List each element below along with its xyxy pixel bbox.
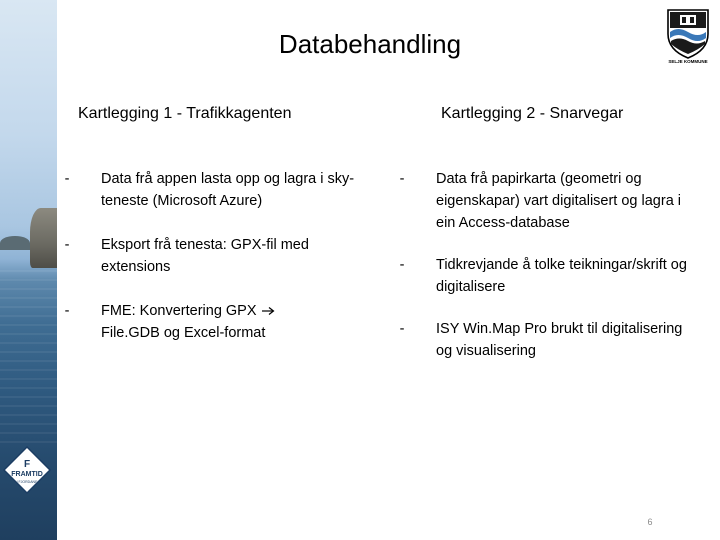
- bullet-text-continued: File.GDB og Excel-format: [101, 325, 266, 341]
- right-bullet-list: [395, 168, 695, 362]
- municipality-coat-of-arms: [662, 6, 714, 64]
- right-column-heading: Kartlegging 2 - Snarvegar: [441, 105, 624, 122]
- framtid-logo: [2, 445, 52, 495]
- side-photo-strip: [0, 0, 57, 540]
- rock-formation: [30, 208, 57, 268]
- bullet-dash: -: [64, 237, 70, 253]
- list-item: [60, 234, 360, 278]
- bullet-text: Data frå papirkarta (geometri og eigenskapar) vart digitalisert og lagra i ein Access-database: [436, 171, 682, 231]
- list-item: [60, 300, 360, 344]
- svg-text:I FJORDANE: I FJORDANE: [16, 480, 38, 484]
- bullet-dash: -: [64, 171, 70, 187]
- bullet-text: ISY Win.Map Pro brukt til digitalisering og visualisering: [436, 321, 683, 359]
- list-item: [395, 168, 695, 234]
- bullet-text: Tidkrevjande å tolke teikningar/skrift og digitalisere: [436, 257, 687, 295]
- svg-text:SELJE KOMMUNE: SELJE KOMMUNE: [668, 59, 708, 64]
- bullet-dash: -: [399, 321, 405, 337]
- right-arrow-icon: [261, 306, 275, 316]
- rock-formation-small: [0, 236, 30, 250]
- left-column-heading: Kartlegging 1 - Trafikkagenten: [78, 105, 292, 122]
- list-item: [395, 254, 695, 298]
- page-number: 6: [647, 517, 653, 527]
- bullet-dash: -: [64, 303, 70, 319]
- list-item: [60, 168, 360, 212]
- bullet-text: FME: Konvertering GPX: [101, 303, 257, 319]
- left-bullet-list: [60, 168, 360, 344]
- bullet-dash: -: [399, 257, 405, 273]
- svg-text:FRAMTID: FRAMTID: [11, 471, 43, 478]
- water-shimmer: [0, 270, 57, 450]
- bullet-dash: -: [399, 171, 405, 187]
- bullet-text: Data frå appen lasta opp og lagra i sky-teneste (Microsoft Azure): [101, 171, 355, 209]
- bullet-text: Eksport frå tenesta: GPX-fil med extensions: [101, 237, 309, 275]
- list-item: [395, 318, 695, 362]
- slide-title: Databehandling: [278, 29, 462, 59]
- svg-text:F: F: [23, 459, 31, 470]
